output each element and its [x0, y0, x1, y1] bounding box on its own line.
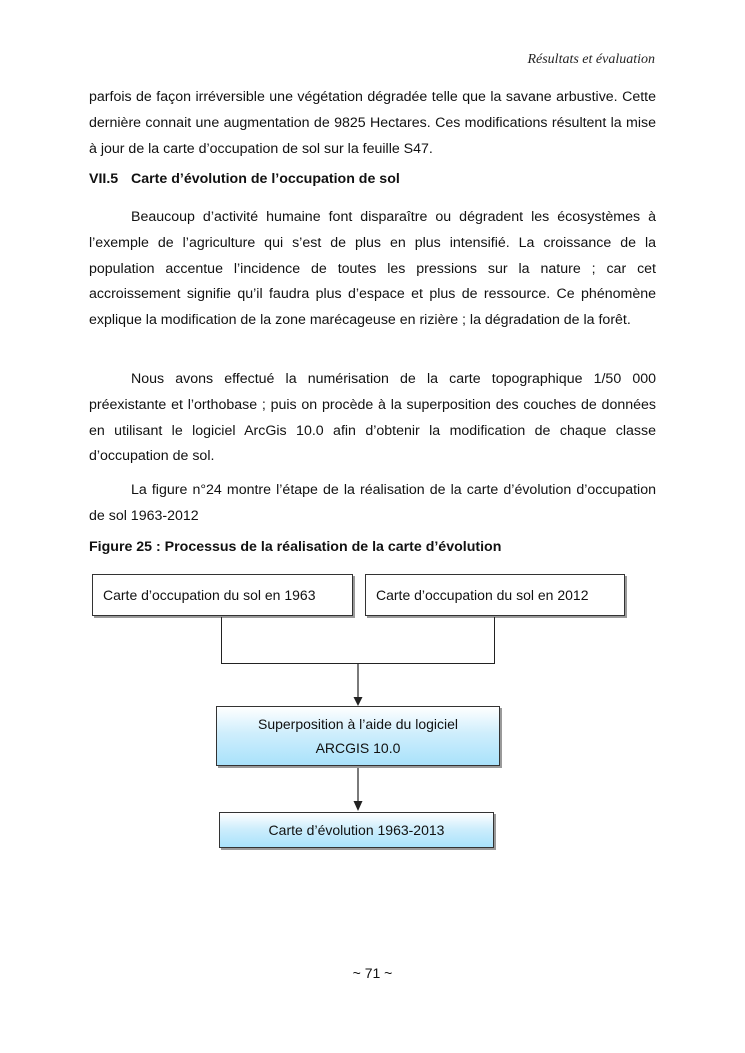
section-heading	[89, 171, 400, 187]
paragraph-human-activity	[89, 205, 656, 334]
arrow-to-result	[350, 768, 366, 812]
box-label: Carte d’évolution 1963-2013	[268, 822, 445, 838]
box-label: Carte d’occupation du sol en 1963	[103, 587, 316, 603]
paragraph-text: Nous avons effectué la numérisation de la carte topographique 1/50 000 préexistante et l’orthobase ; puis on procède à la superposition des couches de données en utilisant le logiciel ArcGis 10.0 afin d’obtenir la modification de chaque classe d’occupation de sol.	[89, 371, 656, 465]
paragraph-text: Beaucoup d’activité humaine font disparaître ou dégradent les écosystèmes à l’exemple de l’agriculture qui s’est de plus en plus intensifié. La croissance de la population accentue l’incidence de toutes les pressions sur la nature ; car cet accroissement signifie qu’il faudra plus d’espace et plus de ressource. Ce phénomène explique la modification de la zone marécageuse en rizière ; la dégradation de la forêt.	[89, 209, 656, 329]
box-label-line2: ARCGIS 10.0	[315, 740, 401, 756]
page-number: ~ 71 ~	[352, 965, 393, 981]
paragraph-continuation	[89, 85, 656, 162]
section-title: Carte d’évolution de l’occupation de sol	[131, 171, 400, 187]
arrow-to-superposition	[350, 663, 366, 707]
connector-right-vertical	[494, 617, 495, 664]
paragraph-figure-reference	[89, 478, 656, 530]
box-evolution-map	[219, 812, 494, 848]
section-number: VII.5	[89, 171, 119, 187]
box-superposition	[216, 706, 500, 766]
box-land-use-1963	[92, 574, 353, 616]
running-header: Résultats et évaluation	[527, 52, 655, 67]
connector-left-vertical	[221, 617, 222, 664]
box-label: Carte d’occupation du sol en 2012	[376, 587, 589, 603]
paragraph-text: La figure n°24 montre l’étape de la réalisation de la carte d’évolution d’occupation de sol 1963-2012	[89, 482, 656, 524]
box-label-line1: Superposition à l’aide du logiciel	[257, 716, 459, 732]
figure-caption: Figure 25 : Processus de la réalisation de la carte d’évolution	[89, 539, 502, 555]
paragraph-digitization	[89, 367, 656, 470]
paragraph-text: parfois de façon irréversible une végétation dégradée telle que la savane arbustive. Cette dernière connait une augmentation de 9825 Hectares. Ces modifications résultent la mise à jour de la carte d’occupation de sol sur la feuille S47.	[89, 89, 656, 157]
box-land-use-2012	[365, 574, 625, 616]
